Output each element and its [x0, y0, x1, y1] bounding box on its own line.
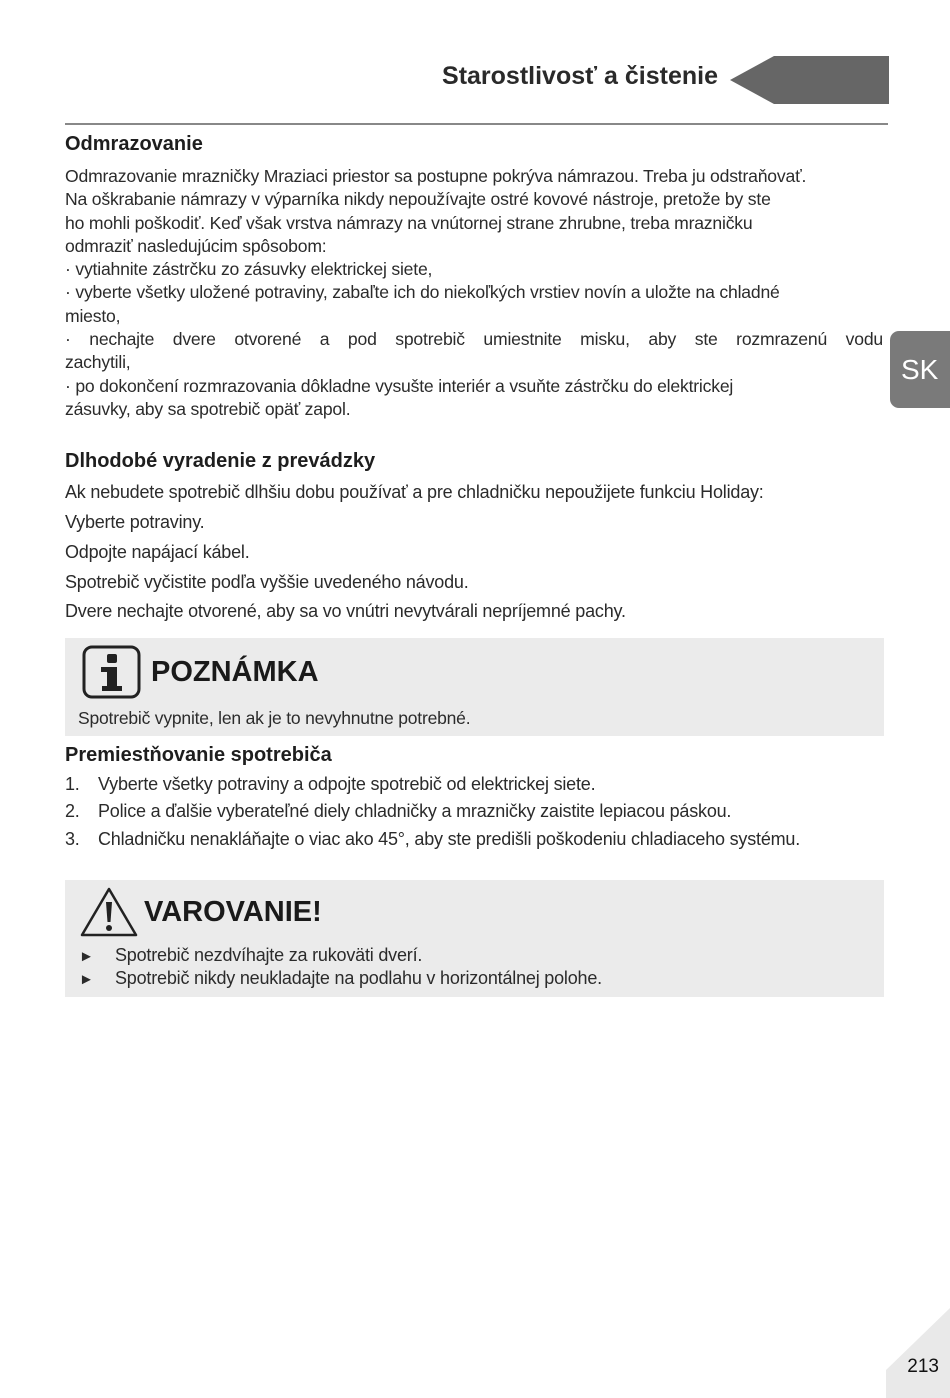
- defrost-line: Odmrazovanie mrazničky Mraziaci priestor sa postupne pokrýva námrazou. Treba ju odstraňovať.: [65, 166, 807, 186]
- warning-item-text: Spotrebič nezdvíhajte za rukoväti dverí.: [115, 945, 423, 965]
- longterm-line: Odpojte napájací kábel.: [65, 542, 250, 562]
- page-corner-shape: [886, 1308, 950, 1398]
- list-item: [65, 801, 731, 822]
- info-icon: [81, 644, 143, 700]
- note-title: POZNÁMKA: [151, 656, 319, 688]
- warning-title: VAROVANIE!: [144, 896, 322, 928]
- longterm-line: Spotrebič vyčistite podľa vyššie uvedeného návodu.: [65, 572, 469, 592]
- defrost-line: · po dokončení rozmrazovania dôkladne vysušte interiér a vsuňte zástrčku do elektrickej: [65, 375, 734, 396]
- list-number: 2.: [65, 801, 80, 821]
- defrost-line: zachytili,: [65, 352, 131, 373]
- list-number: 3.: [65, 829, 80, 849]
- list-number: 1.: [65, 774, 80, 794]
- note-box: [65, 638, 884, 736]
- longterm-line: Vyberte potraviny.: [65, 512, 205, 532]
- warning-triangle-icon: [79, 886, 139, 938]
- list-text: Chladničku nenakláňajte o viac ako 45°, aby ste predišli poškodeniu chladiaceho systému.: [98, 829, 801, 849]
- defrost-body: [65, 165, 883, 421]
- defrost-line: odmraziť nasledujúcim spôsobom:: [65, 235, 327, 256]
- list-text: Vyberte všetky potraviny a odpojte spotrebič od elektrickej siete.: [98, 774, 596, 794]
- defrost-line: zásuvky, aby sa spotrebič opäť zapol.: [65, 398, 351, 419]
- warning-item: [79, 968, 602, 989]
- section-header-title: Starostlivosť a čistenie: [442, 62, 718, 90]
- defrost-line: ho mohli poškodiť. Keď však vrstva námrazy na vnútornej strane zhrubne, treba mrazničku: [65, 212, 753, 233]
- bullet-arrow-icon: ►: [79, 971, 94, 988]
- language-tab: SK: [890, 331, 950, 408]
- longterm-heading: Dlhodobé vyradenie z prevádzky: [65, 450, 376, 472]
- header-divider: [65, 123, 888, 125]
- defrost-line: Na oškrabanie námrazy v výparníka nikdy nepoužívajte ostré kovové nástroje, pretože by ste: [65, 189, 771, 210]
- defrost-heading: Odmrazovanie: [65, 133, 203, 155]
- defrost-line: miesto,: [65, 305, 121, 326]
- note-text: Spotrebič vypnite, len ak je to nevyhnutne potrebné.: [78, 708, 471, 728]
- longterm-line: Ak nebudete spotrebič dlhšiu dobu používať a pre chladničku nepoužijete funkciu Holiday:: [65, 482, 764, 502]
- defrost-line: · vyberte všetky uložené potraviny, zabaľte ich do niekoľkých vrstiev novín a uložte na chladné: [65, 282, 780, 303]
- moving-heading: Premiestňovanie spotrebiča: [65, 744, 332, 766]
- list-item: [65, 774, 595, 795]
- list-text: Police a ďalšie vyberateľné diely chladničky a mrazničky zaistite lepiacou páskou.: [98, 801, 732, 821]
- list-item: [65, 829, 800, 850]
- warning-item-text: Spotrebič nikdy neukladajte na podlahu v horizontálnej polohe.: [115, 968, 602, 988]
- header-arrow-tab: [730, 56, 889, 104]
- bullet-arrow-icon: ►: [79, 948, 94, 965]
- defrost-line: · vytiahnite zástrčku zo zásuvky elektrickej siete,: [65, 259, 433, 280]
- warning-item: [79, 945, 422, 966]
- defrost-line: · nechajte dvere otvorené a pod spotrebič umiestnite misku, aby ste rozmrazenú vodu: [65, 329, 883, 350]
- longterm-line: Dvere nechajte otvorené, aby sa vo vnútri nevytvárali nepríjemné pachy.: [65, 601, 626, 621]
- page-number: 213: [907, 1356, 939, 1377]
